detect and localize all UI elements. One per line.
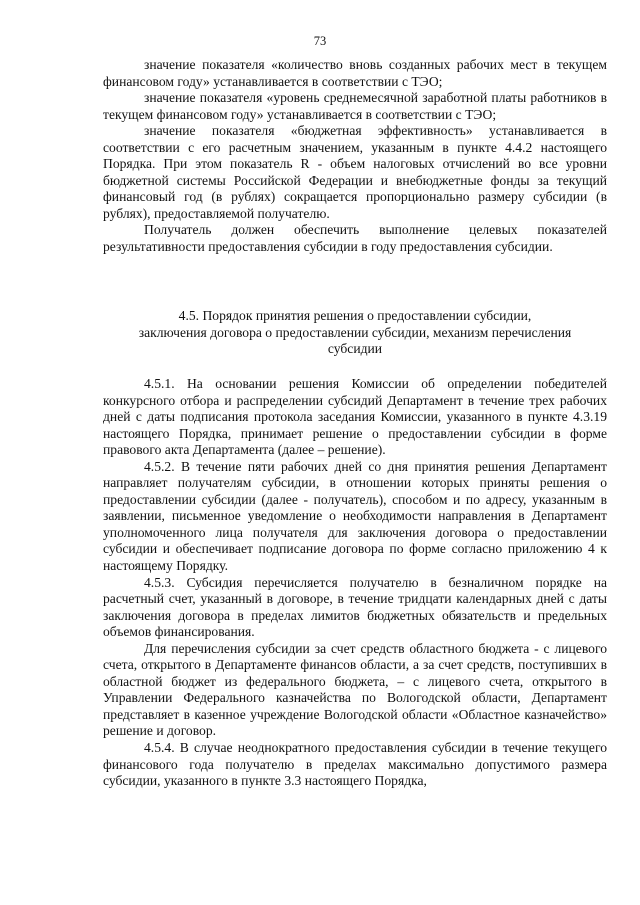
paragraph: 4.5.3. Субсидия перечисляется получателю в безналичном порядке на расчетный счет, указанный в договоре, в течение тридцати календарных дней с даты заключения договора в пределах лимитов бюджетных обязательств и предельных объемов финансирования. [103, 574, 607, 640]
section-heading-line: 4.5. Порядок принятия решения о предоставлении субсидии, [178, 308, 532, 323]
paragraph: значение показателя «уровень среднемесячной заработной платы работников в текущем финансовом году» устанавливается в соответствии с ТЭО; [103, 90, 607, 122]
section-heading-line: субсидии [327, 341, 383, 357]
paragraph: Для перечисления субсидии за счет средств областного бюджета - с лицевого счета, открытого в Департаменте финансов области, а за счет средств, поступивших в областной бюджет из федерального бюджета, – с лицевого счета, открытого в Управлении Федерального казначейства по Вологодской области, Департамент представляет в казенное учреждение Вологодской области «Областное казначейство» решение и договор. [103, 640, 607, 739]
paragraph: 4.5.4. В случае неоднократного предоставления субсидии в течение текущего финансового года получателю в пределах максимально допустимого размера субсидии, указанного в пункте 3.3 настоящего Порядка, [103, 740, 607, 789]
paragraph: Получатель должен обеспечить выполнение целевых показателей результативности предоставления субсидии в году предоставления субсидии. [103, 222, 607, 255]
paragraph: 4.5.2. В течение пяти рабочих дней со дня принятия решения Департамент направляет получателям субсидии, в отношении которых приняты решения о предоставлении субсидии (далее - получатель), способом и по адресу, указанным в заявлении, письменное уведомление о необходимости направления в Департамент уполномоченного лица получателя для заключения договора о предоставлении субсидии и обеспечивает подписание договора по форме согласно приложению 4 к настоящему Порядку. [103, 458, 607, 574]
top-text-block [103, 57, 607, 256]
main-text-block [103, 376, 607, 790]
section-heading [103, 308, 607, 358]
paragraph: значение показателя «бюджетная эффективность» устанавливается в соответствии с его расчетным значением, указанным в пункте 4.4.2 настоящего Порядка. При этом показатель R - объем налоговых отчислений во все уровни бюджетной системы Российской Федерации и внебюджетные фонды за текущий финансовый год (в рублях) сокращается пропорционально размеру субсидии (в рублях), предоставляемой получателю. [103, 123, 607, 221]
section-heading-line: заключения договора о предоставлении субсидии, механизм перечисления [138, 324, 572, 340]
paragraph: значение показателя «количество вновь созданных рабочих мест в текущем финансовом году» устанавливается в соответствии с ТЭО; [103, 57, 607, 89]
page-number: 73 [313, 34, 327, 48]
paragraph: 4.5.1. На основании решения Комиссии об определении победителей конкурсного отбора и распределении субсидий Департамент в течение трех рабочих дней с даты подписания протокола заседания Комиссии, указанного в пункте 4.3.19 настоящего Порядка, принимает решение о предоставлении субсидии в форме правового акта Департамента (далее – решение). [103, 376, 607, 458]
